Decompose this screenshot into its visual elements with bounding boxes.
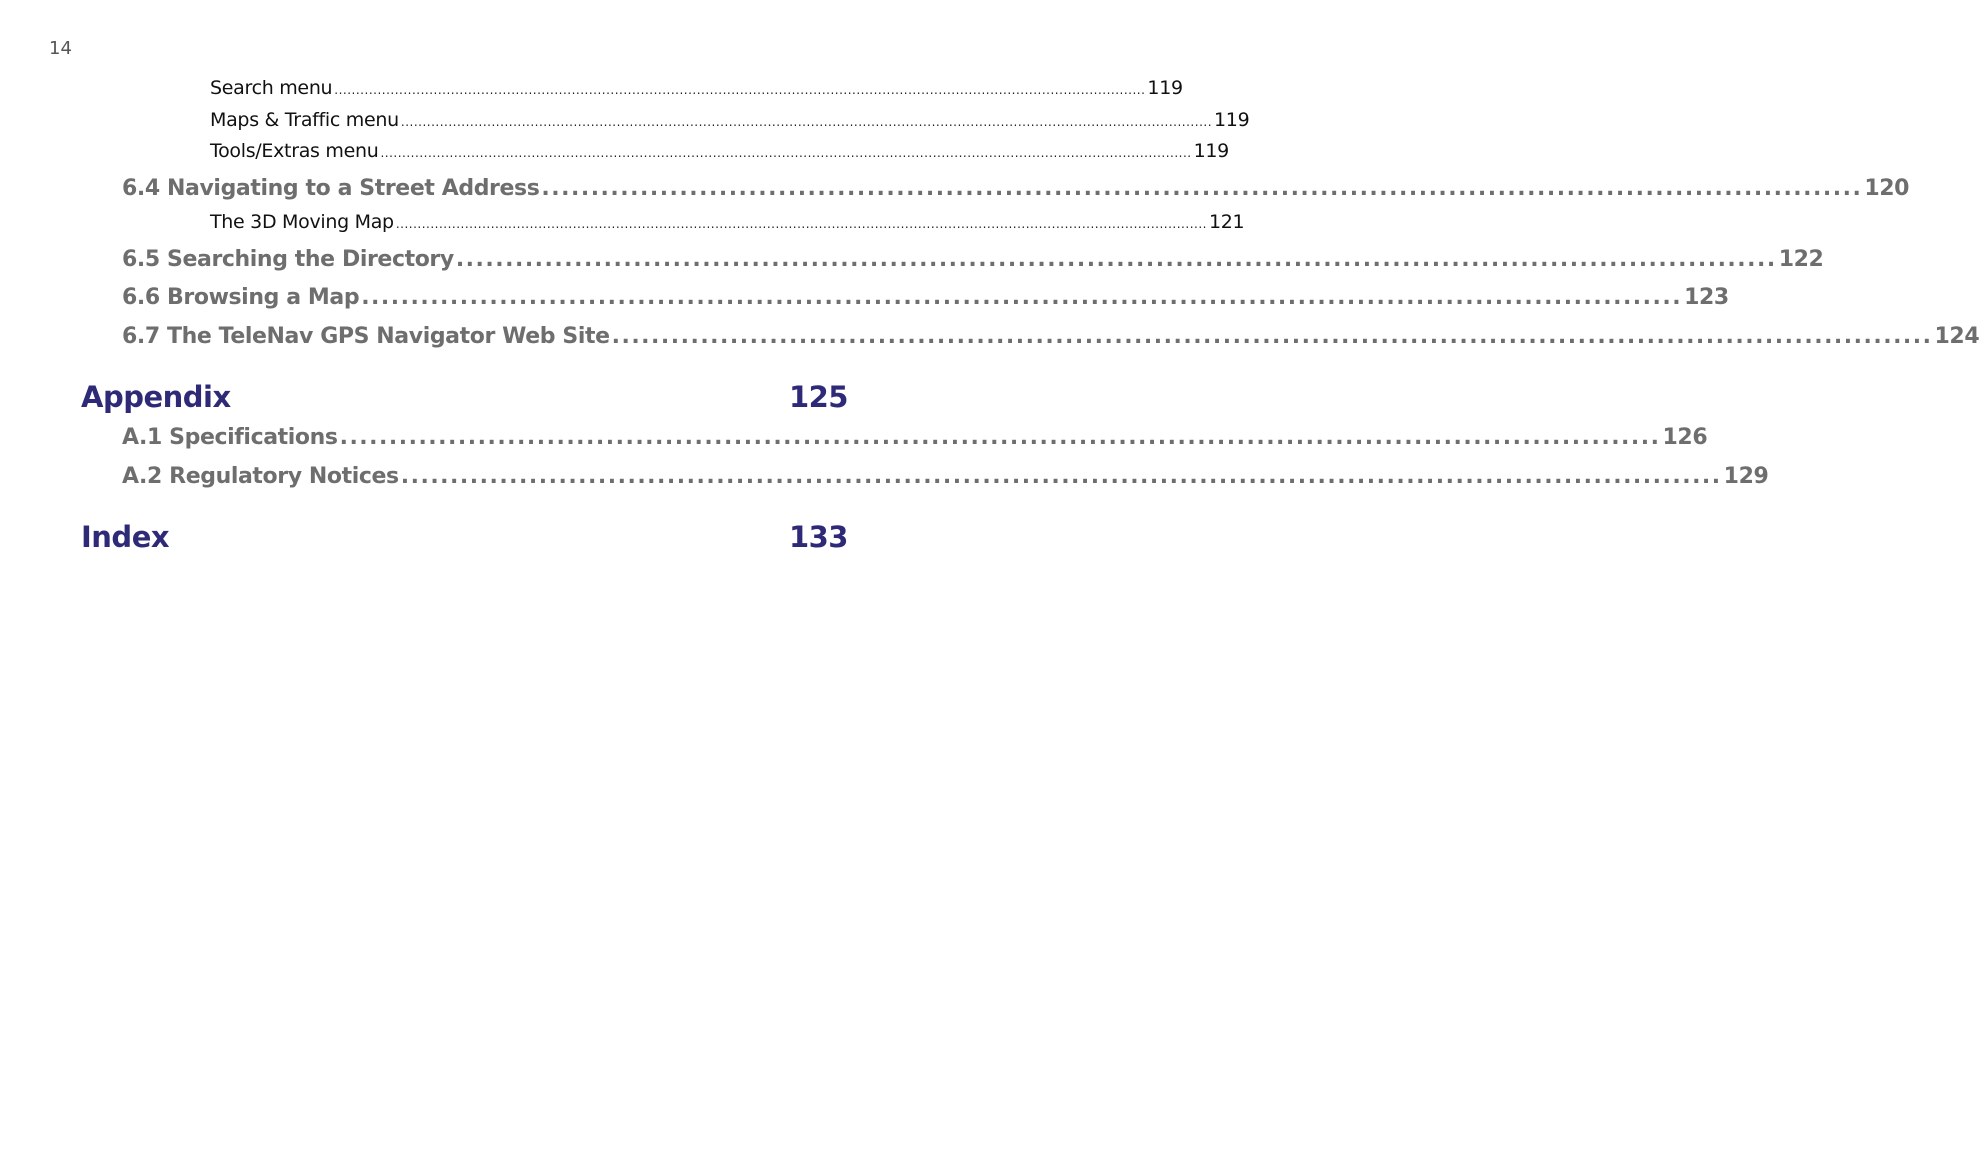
toc-entry-page: 126 [1662, 425, 1708, 450]
toc-entry-section-a-1[interactable] [122, 425, 1708, 450]
toc-entry-section-6-4[interactable] [122, 176, 1910, 201]
toc-entry-title: 6.7 The TeleNav GPS Navigator Web Site [122, 324, 610, 349]
toc-entry-title: Maps & Traffic menu [210, 109, 399, 131]
toc-chapter-appendix[interactable] [81, 380, 848, 414]
toc-entry-section-a-2[interactable] [122, 464, 1769, 489]
toc-entry-title: 6.4 Navigating to a Street Address [122, 176, 540, 201]
toc-entry-page: 124 [1934, 324, 1979, 349]
toc-dot-leader: ...................................................................................................................................... [541, 176, 1863, 201]
toc-entry-page: 122 [1778, 247, 1824, 272]
toc-dot-leader: ...................................................................................................................................... [400, 464, 1722, 489]
toc-entry-title: The 3D Moving Map [210, 211, 394, 233]
toc-dot-leader: ...................................................................................................................................... [339, 425, 1661, 450]
toc-entry-title: A.2 Regulatory Notices [122, 464, 399, 489]
toc-entry-page: 129 [1723, 464, 1769, 489]
toc-entry-page: 123 [1684, 285, 1729, 310]
toc-entry-page: 119 [1147, 77, 1183, 99]
toc-entry-maps-traffic-menu[interactable] [210, 109, 1250, 131]
toc-entry-title: A.1 Specifications [122, 425, 338, 450]
toc-entry-section-6-6[interactable] [122, 285, 1729, 310]
toc-entry-title: 6.6 Browsing a Map [122, 285, 360, 310]
toc-dot-leader: ............................................................................................................................................................................................ [380, 146, 1192, 160]
toc-dot-leader: ............................................................................................................................................................................................ [395, 217, 1207, 231]
toc-dot-leader: ...................................................................................................................................... [611, 324, 1933, 349]
toc-dot-leader: ............................................................................................................................................................................................ [400, 115, 1213, 129]
toc-entry-section-6-7[interactable] [122, 324, 1979, 349]
toc-chapter-page: 133 [788, 520, 848, 554]
toc-dot-leader: ............................................................................................................................................................................................ [334, 83, 1146, 97]
toc-chapter-title: Index [81, 520, 170, 554]
toc-chapter-title: Appendix [81, 380, 231, 414]
toc-dot-leader: ...................................................................................................................................... [361, 285, 1683, 310]
toc-entry-tools-extras-menu[interactable] [210, 140, 1229, 162]
toc-dot-leader: ...................................................................................................................................... [455, 247, 1777, 272]
toc-entry-page: 119 [1214, 109, 1250, 131]
toc-entry-page: 120 [1864, 176, 1910, 201]
toc-chapter-page: 125 [788, 380, 848, 414]
toc-entry-3d-moving-map[interactable] [210, 211, 1245, 233]
toc-entry-title: Search menu [210, 77, 333, 99]
toc-chapter-index[interactable] [81, 520, 848, 554]
toc-entry-page: 121 [1208, 211, 1245, 233]
page-number: 14 [49, 38, 72, 59]
toc-entry-title: Tools/Extras menu [210, 140, 379, 162]
toc-entry-section-6-5[interactable] [122, 247, 1824, 272]
toc-entry-title: 6.5 Searching the Directory [122, 247, 454, 272]
toc-entry-search-menu[interactable] [210, 77, 1183, 99]
toc-entry-page: 119 [1193, 140, 1229, 162]
